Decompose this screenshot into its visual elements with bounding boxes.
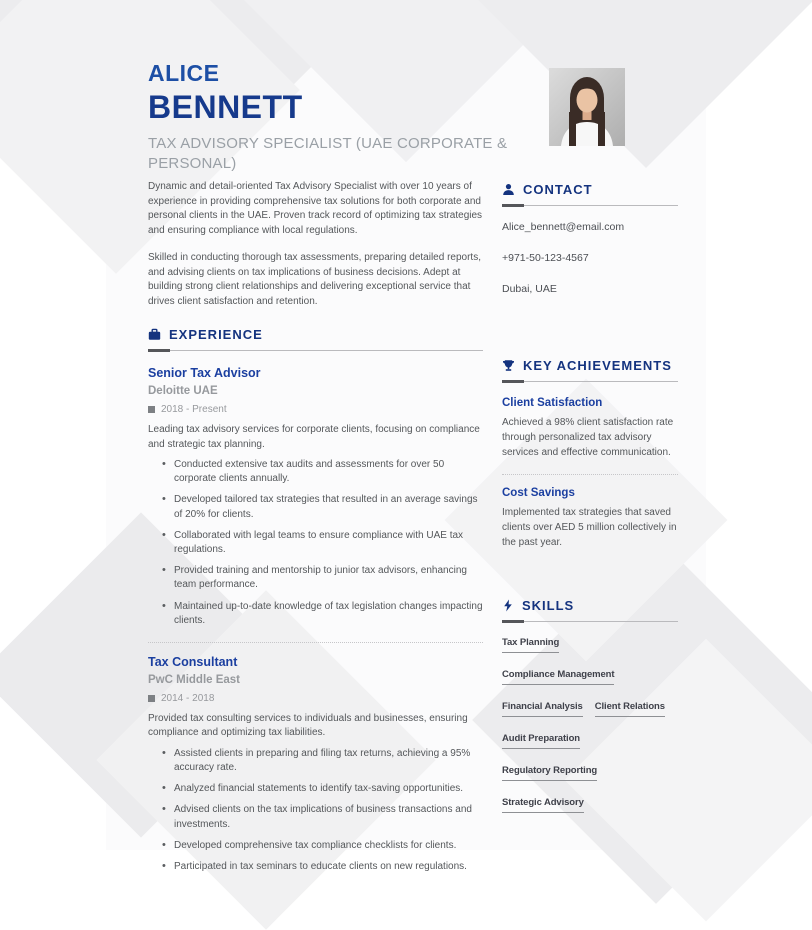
first-name: ALICE (148, 60, 220, 86)
skills-heading (502, 598, 678, 613)
main-column (148, 180, 483, 881)
resume-page (106, 0, 706, 872)
skill-item: Compliance Management (502, 669, 614, 685)
contact-phone: +971-50-123-4567 (502, 252, 589, 264)
contact-heading-label: CONTACT (523, 182, 593, 197)
job-bullet: • Analyzed financial statements to identify tax-saving opportunities. (148, 782, 483, 796)
job-title: Tax Consultant (148, 654, 238, 669)
last-name: BENNETT (148, 89, 303, 125)
avatar (549, 68, 625, 146)
skills-list (502, 637, 678, 813)
job-bullet: • Provided training and mentorship to junior tax advisors, enhancing team performance. (148, 564, 483, 592)
job-description: Leading tax advisory services for corporate clients, focusing on compliance and strategic tax planning. (148, 424, 480, 450)
summary-section (148, 180, 483, 309)
date-range (148, 693, 483, 704)
job-bullet: • Assisted clients in preparing and filing tax returns, achieving a 95% accuracy rate. (148, 747, 483, 775)
job-bullet: • Developed tailored tax strategies that resulted in an average savings of 20% for clients. (148, 493, 483, 521)
skill-item: Audit Preparation (502, 733, 580, 749)
contact-heading (502, 182, 678, 197)
sidebar-column (502, 182, 678, 813)
profile-photo (549, 68, 625, 146)
job-bullet: • Participated in tax seminars to educate clients on new regulations. (148, 860, 483, 874)
skill-item: Regulatory Reporting (502, 765, 597, 781)
achievements-heading-label: KEY ACHIEVEMENTS (523, 358, 672, 373)
summary-paragraph: Skilled in conducting thorough tax assessments, preparing detailed reports, and advising clients on tax implications of business decisions. Adept at building strong client relationships and delivering exceptional service that drives client satisfaction and retention. (148, 252, 481, 307)
skill-item: Tax Planning (502, 637, 559, 653)
section-rule (502, 620, 678, 623)
section-rule (502, 204, 678, 207)
contact-location: Dubai, UAE (502, 283, 557, 295)
calendar-icon (148, 406, 155, 413)
achievements-heading (502, 358, 678, 373)
header (148, 60, 508, 175)
job-title: Senior Tax Advisor (148, 366, 261, 380)
divider (502, 474, 678, 475)
briefcase-icon (148, 328, 161, 341)
skills-heading-label: SKILLS (522, 598, 575, 613)
date-range-label: 2014 - 2018 (161, 692, 215, 704)
company-name: Deloitte UAE (148, 385, 218, 397)
achievement-text: Achieved a 98% client satisfaction rate through personalized tax advisory services and effective communication. (502, 417, 674, 458)
person-icon (502, 183, 515, 196)
bolt-icon (502, 599, 514, 612)
company-name: PwC Middle East (148, 673, 241, 686)
achievement-title: Cost Savings (502, 487, 575, 499)
job-bullet: • Maintained up-to-date knowledge of tax legislation changes impacting clients. (148, 600, 483, 628)
achievement-title: Client Satisfaction (502, 397, 603, 409)
job-bullet: • Advised clients on the tax implications of business transactions and investments. (148, 803, 483, 831)
job-bullet: • Developed comprehensive tax compliance checklists for clients. (148, 839, 483, 853)
achievement-item (502, 397, 678, 460)
summary-paragraph: Dynamic and detail-oriented Tax Advisory Specialist with over 10 years of experience in providing comprehensive tax solutions for both corporate and personal clients in the UAE. Proven track record of optimizing tax strategies and ensuring compliance with local regulations. (148, 181, 483, 236)
job-bullet-list (148, 458, 483, 628)
skill-item: Financial Analysis (502, 701, 583, 717)
skill-item: Strategic Advisory (502, 797, 584, 813)
professional-title: TAX ADVISORY SPECIALIST (UAE CORPORATE & PERSONAL) (148, 135, 508, 173)
job-description: Provided tax consulting services to individuals and businesses, ensuring compliance and optimizing tax liabilities. (148, 712, 468, 739)
date-range-label: 2018 - Present (161, 404, 227, 415)
achievement-text: Implemented tax strategies that saved clients over AED 5 million collectively in the past year. (502, 507, 677, 548)
date-range (148, 404, 483, 415)
job-bullet: • Conducted extensive tax audits and assessments for over 50 corporate clients annually. (148, 458, 483, 486)
achievement-item (502, 487, 678, 550)
experience-heading (148, 327, 483, 342)
experience-entry (148, 366, 483, 628)
contact-email: Alice_bennett@email.com (502, 221, 625, 233)
experience-entry (148, 655, 483, 874)
job-bullet-list (148, 747, 483, 874)
section-rule (502, 380, 678, 383)
section-rule (148, 349, 483, 352)
trophy-icon (502, 359, 515, 372)
divider (148, 642, 483, 643)
job-bullet: • Collaborated with legal teams to ensure compliance with UAE tax regulations. (148, 529, 483, 557)
calendar-icon (148, 695, 155, 702)
experience-heading-label: EXPERIENCE (169, 327, 263, 342)
skill-item: Client Relations (595, 701, 665, 717)
